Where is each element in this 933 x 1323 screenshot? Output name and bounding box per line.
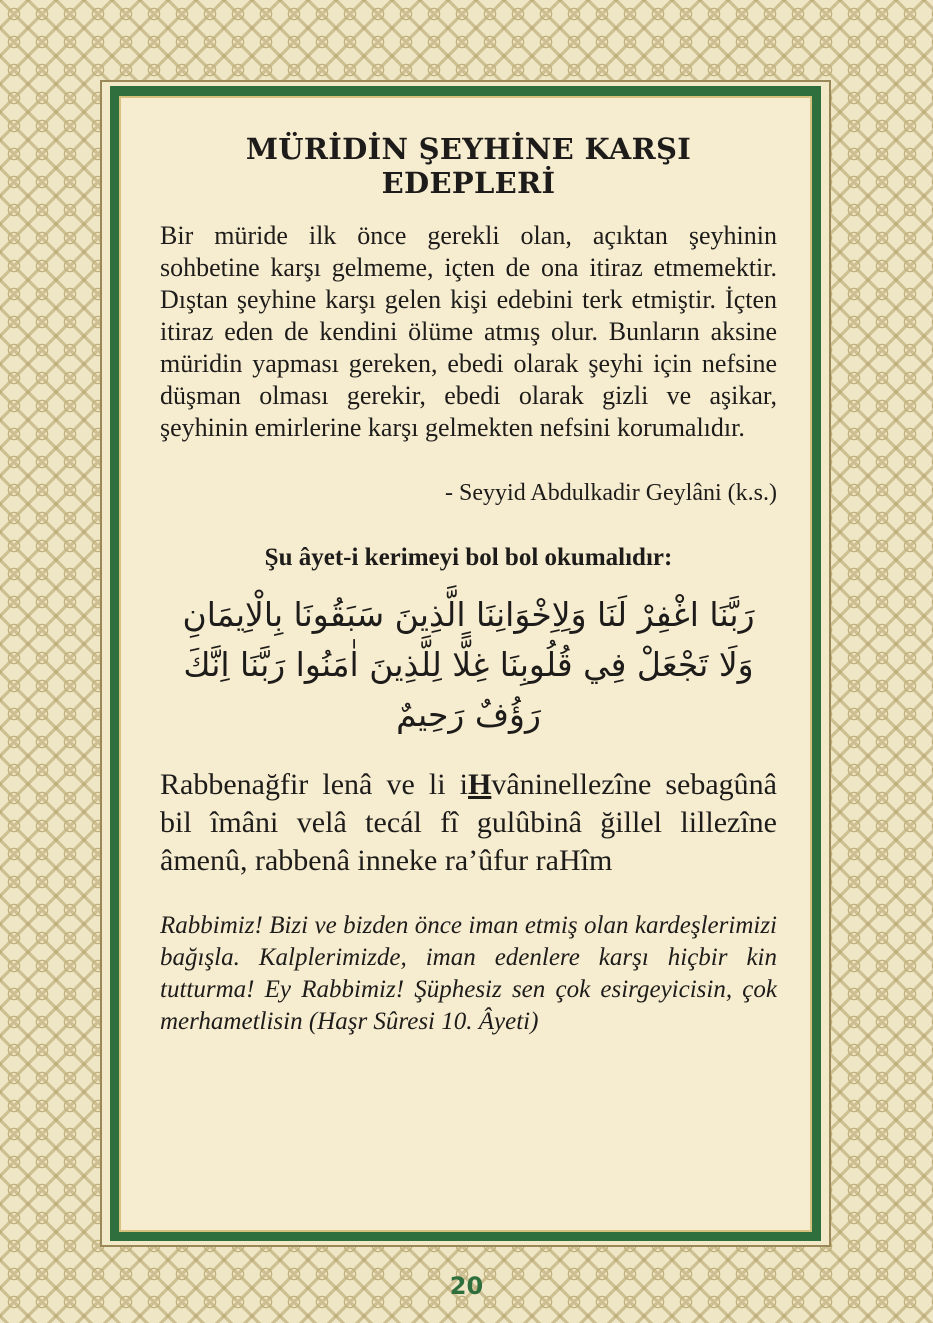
transliteration: [160, 766, 777, 880]
instruction-heading: Şu âyet-i kerimeyi bol bol okumalıdır:: [264, 544, 673, 571]
title-line-2: EDEPLERİ: [381, 166, 556, 200]
transliteration-highlight: H: [468, 768, 492, 801]
page-number: 20: [449, 1272, 484, 1300]
transliteration-part-1: Rabbenağfir lenâ ve li i: [160, 768, 468, 801]
title-line-1: MÜRİDİN ŞEYHİNE KARŞI: [245, 132, 692, 166]
quote-attribution: - Seyyid Abdulkadir Geylâni (k.s.): [445, 480, 777, 506]
arabic-verse: رَبَّنَا اغْفِرْ لَنَا وَلِاِخْوَانِنَا الَّذِينَ سَبَقُونَا بِالْاِيمَانِ وَلَا تَجْعَلْ فِي قُلُوبِنَا غِلًّا لِلَّذِينَ اٰمَنُوا رَبَّنَا اِنَّكَ رَؤُفٌ رَحِيمٌ: [182, 595, 755, 734]
transliteration-part-2: vâninellezîne sebagûnâ bil îmâni velâ tecál fî gulûbinâ ğillel lillezîne âmenû, rabbenâ inneke ra’ûfur raHîm: [160, 768, 777, 877]
verse-meaning: Rabbimiz! Bizi ve bizden önce iman etmiş olan kardeşlerimizi bağışla. Kalplerimizde, iman edenlere karşı hiçbir kin tutturma! Ey Rabbimiz! Şüphesiz sen çok esirgeyicisin, çok merhametlisin (Haşr Sûresi 10. Âyeti): [160, 912, 777, 1035]
page-title: [160, 132, 777, 200]
page-content: [160, 128, 777, 1038]
body-paragraph: Bir müride ilk önce gerekli olan, açıktan şeyhinin sohbetine karşı gelmeme, içten de ona itiraz etmemektir. Dıştan şeyhine karşı gelen kişi edebini terk etmiştir. İçten itiraz eden de kendini ölüme atmış olur. Bunların aksine müridin yapması gereken, ebedi olarak şeyhi için nefsine düşman olması gerekir, ebedi olarak gizli ve aşikar, şeyhinin emirlerine karşı gelmekten nefsini korumalıdır.: [160, 221, 777, 442]
